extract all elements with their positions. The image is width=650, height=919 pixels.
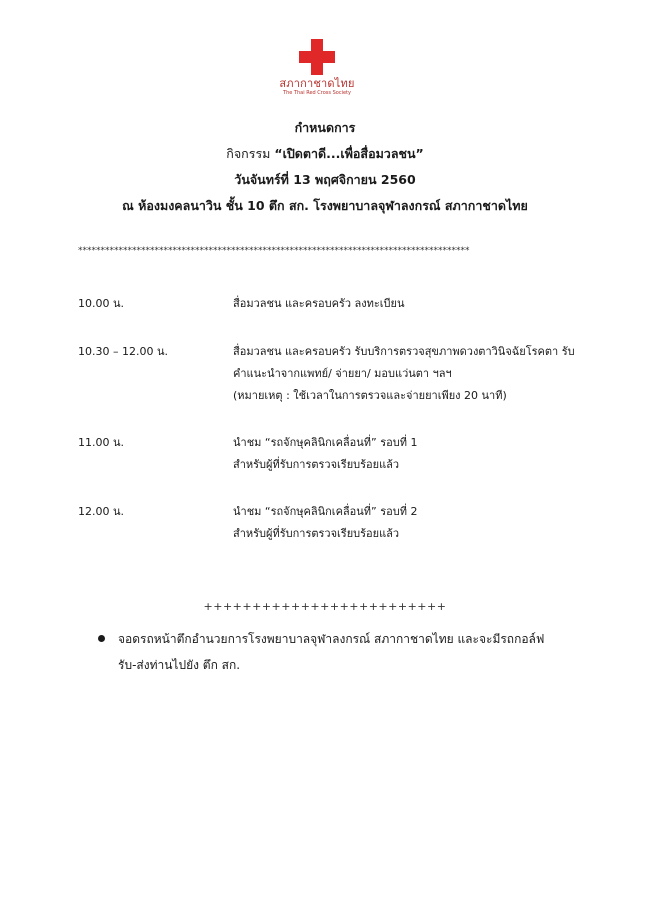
- event-date: วันจันทร์ที่ 13 พฤศจิกายน 2560: [234, 172, 416, 187]
- note-line: รับ-ส่งท่านไปยัง ตึก สก.: [118, 658, 241, 672]
- event-venue: ณ ห้องมงคลนาวิน ชั้น 10 ตึก สก. โรงพยาบาลจุฬาลงกรณ์ สภากาชาดไทย: [122, 198, 528, 213]
- logo-english-name: The Thai Red Cross Society: [283, 90, 351, 96]
- schedule-description: [233, 432, 593, 476]
- schedule-time: 12.00 น.: [78, 505, 125, 518]
- schedule-time: 10.00 น.: [78, 297, 125, 310]
- star-separator: ***************************************************************************************: [78, 246, 470, 256]
- schedule-line: นำชม “รถจักษุคลินิกเคลื่อนที่” รอบที่ 1: [233, 436, 418, 449]
- schedule-line: สำหรับผู้ที่รับการตรวจเรียบร้อยแล้ว: [233, 527, 400, 540]
- schedule-time: 10.30 – 12.00 น.: [78, 345, 168, 358]
- activity-prefix: กิจกรรม: [226, 146, 275, 161]
- schedule-description: [233, 293, 593, 315]
- schedule-description: [233, 501, 593, 545]
- red-cross-icon: [298, 38, 336, 76]
- bullet-icon: [98, 635, 105, 642]
- schedule-line: สื่อมวลชน และครอบครัว รับบริการตรวจสุขภาพดวงตาวินิจฉัยโรคตา รับ: [233, 345, 575, 358]
- activity-name: “เปิดตาดี...เพื่อสื่อมวลชน”: [274, 146, 424, 161]
- schedule-line: สื่อมวลชน และครอบครัว ลงทะเบียน: [233, 297, 405, 310]
- schedule-line: คำแนะนำจากแพทย์/ จ่ายยา/ มอบแว่นตา ฯลฯ: [233, 367, 452, 380]
- schedule-note: (หมายเหตุ : ใช้เวลาในการตรวจและจ่ายยาเพียง 20 นาที): [233, 389, 507, 402]
- note-line: จอดรถหน้าตึกอำนวยการโรงพยาบาลจุฬาลงกรณ์ สภากาชาดไทย และจะมีรถกอล์ฟ: [118, 632, 545, 646]
- schedule-line: นำชม “รถจักษุคลินิกเคลื่อนที่” รอบที่ 2: [233, 505, 418, 518]
- activity-line: [0, 146, 650, 162]
- schedule-line: สำหรับผู้ที่รับการตรวจเรียบร้อยแล้ว: [233, 458, 400, 471]
- note-text: [118, 626, 598, 678]
- schedule-time: 11.00 น.: [78, 436, 125, 449]
- logo-thai-name: สภากาชาดไทย: [279, 77, 355, 90]
- plus-separator: +++++++++++++++++++++++++: [203, 600, 447, 613]
- schedule-description: [233, 341, 593, 407]
- document-title: กำหนดการ: [294, 120, 356, 135]
- thai-red-cross-logo: [272, 38, 362, 106]
